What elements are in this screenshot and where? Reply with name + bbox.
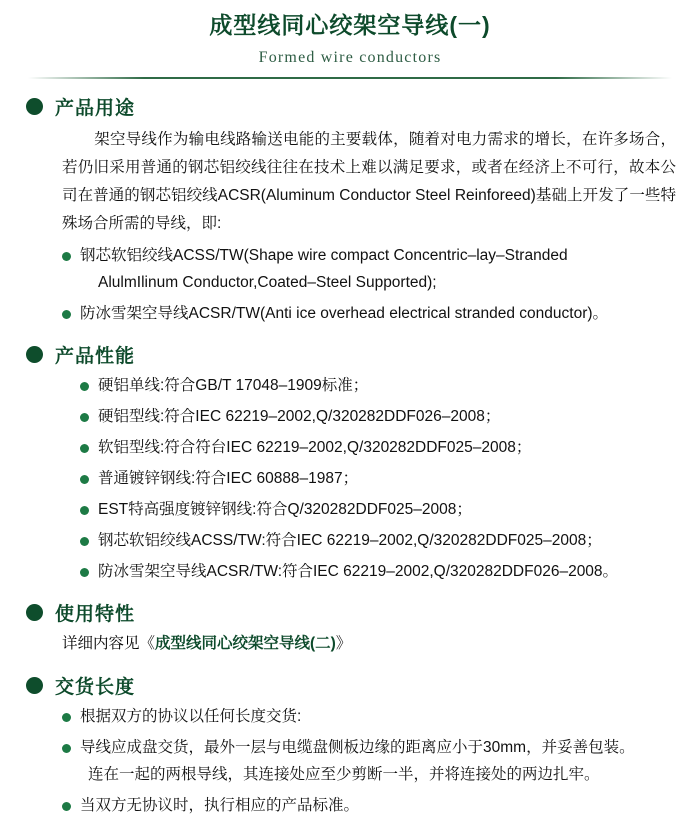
list-item-label: 导线应成盘交货，最外一层与电缆盘侧板边缘的距离应小于30mm，并妥善包装。 bbox=[80, 738, 635, 756]
section-usage-header bbox=[16, 93, 684, 120]
section-usage-paragraph bbox=[62, 126, 684, 238]
list-bullet-icon bbox=[62, 252, 71, 261]
characteristics-note bbox=[62, 630, 684, 658]
section-performance-title: 产品性能 bbox=[55, 345, 136, 367]
section-bullet-icon bbox=[26, 98, 43, 115]
section-usage bbox=[16, 93, 684, 327]
section-characteristics bbox=[16, 599, 684, 658]
list-bullet-icon bbox=[62, 802, 71, 811]
page-title: 成型线同心绞架空导线(一) bbox=[209, 12, 491, 38]
note-reference-title: 成型线同心绞架空导线(二) bbox=[155, 634, 336, 652]
list-item bbox=[80, 465, 684, 492]
list-item-label: 当双方无协议时，执行相应的产品标准。 bbox=[80, 796, 360, 814]
delivery-item-list bbox=[62, 703, 684, 819]
list-bullet-icon bbox=[62, 713, 71, 722]
usage-item-list bbox=[62, 242, 684, 327]
section-performance bbox=[16, 341, 684, 585]
list-item bbox=[80, 372, 684, 399]
list-bullet-icon bbox=[80, 537, 89, 546]
page-subtitle: Formed wire conductors bbox=[258, 48, 442, 66]
list-item-label: 钢芯软铝绞线ACSS/TW(Shape wire compact Concentric–lay–Stranded bbox=[80, 246, 568, 264]
section-delivery bbox=[16, 672, 684, 819]
list-item bbox=[80, 403, 684, 430]
list-item-label: 硬铝单线:符合GB/T 17048–1909标准； bbox=[98, 376, 369, 394]
section-characteristics-title: 使用特性 bbox=[55, 603, 136, 625]
section-usage-title: 产品用途 bbox=[55, 97, 136, 119]
list-item bbox=[62, 792, 684, 819]
list-item-label: EST特高强度镀锌钢线:符合Q/320282DDF025–2008； bbox=[98, 500, 472, 518]
list-item-label: 普通镀锌钢线:符合IEC 60888–1987； bbox=[98, 469, 359, 487]
list-item-label: 软铝型线:符合符台IEC 62219–2002,Q/320282DDF025–2008； bbox=[98, 438, 532, 456]
section-delivery-header bbox=[16, 672, 684, 699]
note-prefix: 详细内容见《 bbox=[62, 634, 156, 652]
list-bullet-icon bbox=[80, 475, 89, 484]
list-item bbox=[80, 496, 684, 523]
section-performance-header bbox=[16, 341, 684, 368]
list-item bbox=[62, 703, 684, 730]
list-item bbox=[80, 527, 684, 554]
performance-item-list bbox=[80, 372, 684, 585]
section-delivery-title: 交货长度 bbox=[55, 676, 136, 698]
list-item bbox=[80, 558, 684, 585]
list-item bbox=[62, 300, 684, 327]
list-item-label: 根据双方的协议以任何长度交货: bbox=[80, 707, 302, 725]
section-bullet-icon bbox=[26, 604, 43, 621]
list-bullet-icon bbox=[62, 310, 71, 319]
list-item-label: 钢芯软铝绞线ACSS/TW:符合IEC 62219–2002,Q/320282DDF025–2008； bbox=[98, 531, 602, 549]
list-item-label: 防冰雪架空导线ACSR/TW(Anti ice overhead electrical stranded conductor)。 bbox=[80, 304, 609, 322]
note-suffix: 》 bbox=[335, 634, 352, 652]
list-bullet-icon bbox=[80, 413, 89, 422]
list-item-label: 硬铝型线:符合IEC 62219–2002,Q/320282DDF026–2008； bbox=[98, 407, 501, 425]
section-bullet-icon bbox=[26, 677, 43, 694]
list-item bbox=[62, 734, 684, 788]
list-item bbox=[80, 434, 684, 461]
list-bullet-icon bbox=[80, 444, 89, 453]
section-bullet-icon bbox=[26, 346, 43, 363]
section-characteristics-header bbox=[16, 599, 684, 626]
list-item-label-continued: AlulmIlinum Conductor,Coated–Steel Supported); bbox=[98, 273, 437, 291]
list-bullet-icon bbox=[80, 568, 89, 577]
header-divider bbox=[28, 77, 672, 79]
list-bullet-icon bbox=[80, 506, 89, 515]
list-item bbox=[62, 242, 684, 296]
list-item-label: 防冰雪架空导线ACSR/TW:符合IEC 62219–2002,Q/320282DDF026–2008。 bbox=[98, 562, 619, 580]
usage-paragraph-text: 架空导线作为输电线路输送电能的主要载体，随着对电力需求的增长，在许多场合，若仍旧采用普通的钢芯铝绞线往往在技术上难以满足要求，或者在经济上不可行，故本公司在普通的钢芯铝绞线ACSR(Aluminum Conductor Steel Reinforeed)基础上开发了一些特殊场合所需的导线，即: bbox=[62, 130, 676, 232]
list-bullet-icon bbox=[80, 382, 89, 391]
list-item-label-continued: 连在一起的两根导线，其连接处应至少剪断一半，并将连接处的两边扎牢。 bbox=[88, 765, 600, 783]
list-bullet-icon bbox=[62, 744, 71, 753]
